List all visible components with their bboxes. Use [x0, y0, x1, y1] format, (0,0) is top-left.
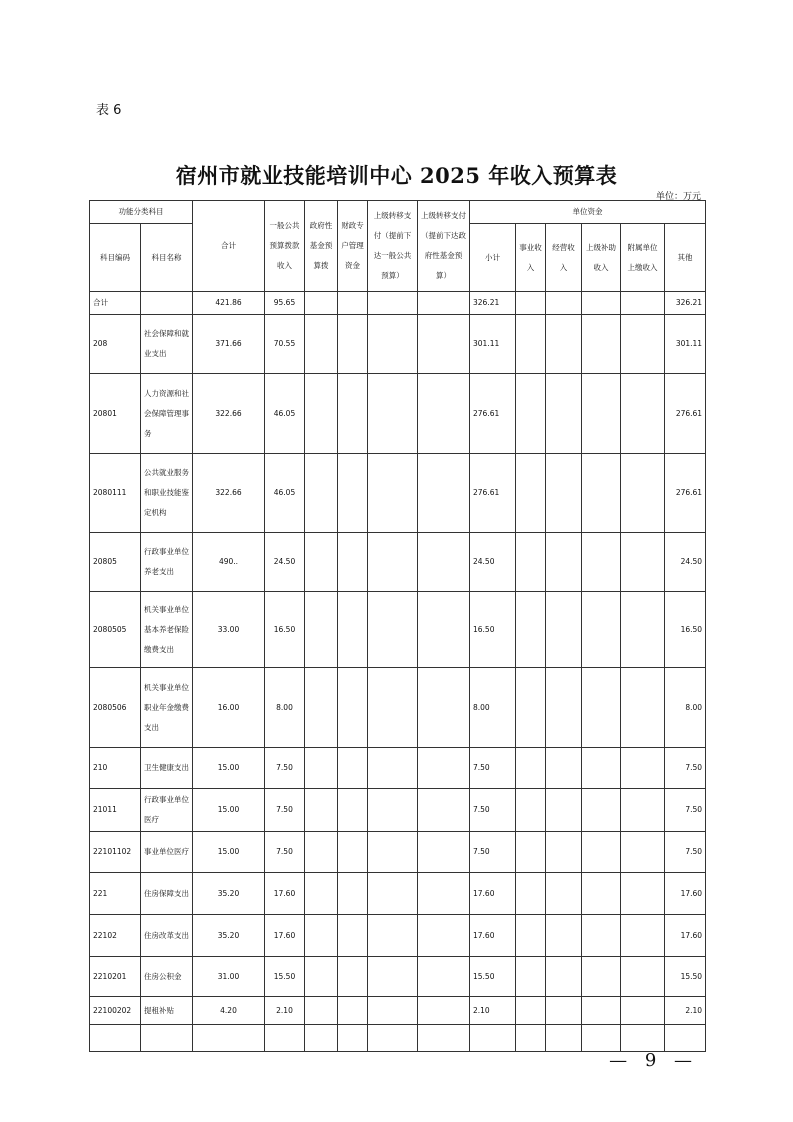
row-other: 276.61 [665, 374, 706, 454]
row-code: 2210201 [90, 957, 141, 997]
row-code: 2080505 [90, 592, 141, 668]
row-code: 210 [90, 748, 141, 789]
row-other: 8.00 [665, 668, 706, 748]
header-unit-funds: 单位资金 [470, 201, 706, 224]
row-code: 22100202 [90, 997, 141, 1025]
row-subtotal: 276.61 [470, 454, 516, 533]
row-code: 208 [90, 315, 141, 374]
header-subject-code: 科目编码 [90, 224, 141, 292]
row-subtotal: 301.11 [470, 315, 516, 374]
row-other: 2.10 [665, 997, 706, 1025]
row-name: 提租补贴 [141, 997, 193, 1025]
row-other: 276.61 [665, 454, 706, 533]
table-label: 表 6 [96, 103, 122, 118]
row-name: 住房保障支出 [141, 873, 193, 915]
document-title: 宿州市就业技能培训中心 2025 年收入预算表 [175, 163, 618, 188]
table-row [90, 873, 706, 915]
header-gov-fund: 政府性基金预算拨 [305, 201, 338, 292]
table-row [90, 668, 706, 748]
row-total: 35.20 [193, 915, 265, 957]
row-subtotal: 16.50 [470, 592, 516, 668]
header-other: 其他 [665, 224, 706, 292]
row-code: 20805 [90, 533, 141, 592]
row-other: 7.50 [665, 832, 706, 873]
header-upper-subsidy: 上级补助收入 [582, 224, 621, 292]
table-row [90, 789, 706, 832]
row-total: 15.00 [193, 748, 265, 789]
header-upper-transfer-general: 上级转移支付（提前下达一般公共预算） [368, 201, 418, 292]
header-operating-income: 经营收入 [546, 224, 582, 292]
row-name: 行政事业单位医疗 [141, 789, 193, 832]
table-row [90, 997, 706, 1025]
row-code: 合计 [90, 292, 141, 315]
row-general [265, 1025, 305, 1052]
row-total: 4.20 [193, 997, 265, 1025]
table-row [90, 292, 706, 315]
row-total: 490.. [193, 533, 265, 592]
row-total: 16.00 [193, 668, 265, 748]
row-other: 15.50 [665, 957, 706, 997]
row-total: 371.66 [193, 315, 265, 374]
row-subtotal: 7.50 [470, 789, 516, 832]
row-general: 8.00 [265, 668, 305, 748]
header-subtotal: 小计 [470, 224, 516, 292]
row-code: 22101102 [90, 832, 141, 873]
row-general: 17.60 [265, 915, 305, 957]
row-total: 35.20 [193, 873, 265, 915]
row-general: 7.50 [265, 832, 305, 873]
row-other: 301.11 [665, 315, 706, 374]
row-subtotal: 276.61 [470, 374, 516, 454]
income-budget-table [89, 200, 706, 1052]
header-general-budget: 一般公共预算拨款收入 [265, 201, 305, 292]
row-general: 46.05 [265, 454, 305, 533]
row-subtotal: 17.60 [470, 915, 516, 957]
row-subtotal: 326.21 [470, 292, 516, 315]
row-general: 2.10 [265, 997, 305, 1025]
row-other: 17.60 [665, 915, 706, 957]
row-subtotal: 8.00 [470, 668, 516, 748]
row-other: 17.60 [665, 873, 706, 915]
row-total: 15.00 [193, 789, 265, 832]
header-special-fund: 财政专户管理资金 [338, 201, 368, 292]
row-name: 事业单位医疗 [141, 832, 193, 873]
row-code: 2080111 [90, 454, 141, 533]
row-subtotal: 7.50 [470, 748, 516, 789]
table-row [90, 592, 706, 668]
header-business-income: 事业收入 [516, 224, 546, 292]
row-other: 24.50 [665, 533, 706, 592]
table-row [90, 1025, 706, 1052]
table-row [90, 454, 706, 533]
header-affiliated-payment: 附属单位上缴收入 [621, 224, 665, 292]
row-name: 行政事业单位养老支出 [141, 533, 193, 592]
row-name: 机关事业单位职业年金缴费支出 [141, 668, 193, 748]
row-code: 21011 [90, 789, 141, 832]
page-number: — 9 — [609, 1050, 698, 1071]
row-code: 22102 [90, 915, 141, 957]
row-name: 社会保障和就业支出 [141, 315, 193, 374]
row-total [193, 1025, 265, 1052]
row-name: 住房改革支出 [141, 915, 193, 957]
table-row [90, 957, 706, 997]
row-general: 95.65 [265, 292, 305, 315]
row-subtotal: 24.50 [470, 533, 516, 592]
row-code: 2080506 [90, 668, 141, 748]
unit-note: 单位：万元 [655, 192, 701, 202]
row-general: 46.05 [265, 374, 305, 454]
row-subtotal: 17.60 [470, 873, 516, 915]
row-total: 15.00 [193, 832, 265, 873]
row-subtotal [470, 1025, 516, 1052]
row-general: 7.50 [265, 789, 305, 832]
row-code: 20801 [90, 374, 141, 454]
row-general: 17.60 [265, 873, 305, 915]
row-other: 7.50 [665, 748, 706, 789]
table-row [90, 915, 706, 957]
row-subtotal: 7.50 [470, 832, 516, 873]
row-other: 7.50 [665, 789, 706, 832]
row-subtotal: 2.10 [470, 997, 516, 1025]
row-total: 31.00 [193, 957, 265, 997]
row-name: 公共就业服务和职业技能鉴定机构 [141, 454, 193, 533]
table-row [90, 374, 706, 454]
header-func-class: 功能分类科目 [90, 201, 193, 224]
row-name: 住房公积金 [141, 957, 193, 997]
row-total: 322.66 [193, 374, 265, 454]
row-name: 人力资源和社会保障管理事务 [141, 374, 193, 454]
row-total: 421.86 [193, 292, 265, 315]
row-general: 7.50 [265, 748, 305, 789]
header-total: 合计 [193, 201, 265, 292]
table-row [90, 748, 706, 789]
row-general: 24.50 [265, 533, 305, 592]
table-row [90, 315, 706, 374]
table-row [90, 832, 706, 873]
row-subtotal: 15.50 [470, 957, 516, 997]
row-other: 326.21 [665, 292, 706, 315]
header-subject-name: 科目名称 [141, 224, 193, 292]
row-name [141, 1025, 193, 1052]
table-row [90, 533, 706, 592]
header-upper-transfer-fund: 上级转移支付（提前下达政府性基金预算） [418, 201, 470, 292]
row-general: 70.55 [265, 315, 305, 374]
row-code: 221 [90, 873, 141, 915]
row-general: 16.50 [265, 592, 305, 668]
row-name: 卫生健康支出 [141, 748, 193, 789]
row-general: 15.50 [265, 957, 305, 997]
row-total: 33.00 [193, 592, 265, 668]
row-name [141, 292, 193, 315]
row-other [665, 1025, 706, 1052]
row-name: 机关事业单位基本养老保险缴费支出 [141, 592, 193, 668]
row-other: 16.50 [665, 592, 706, 668]
row-code [90, 1025, 141, 1052]
row-total: 322.66 [193, 454, 265, 533]
